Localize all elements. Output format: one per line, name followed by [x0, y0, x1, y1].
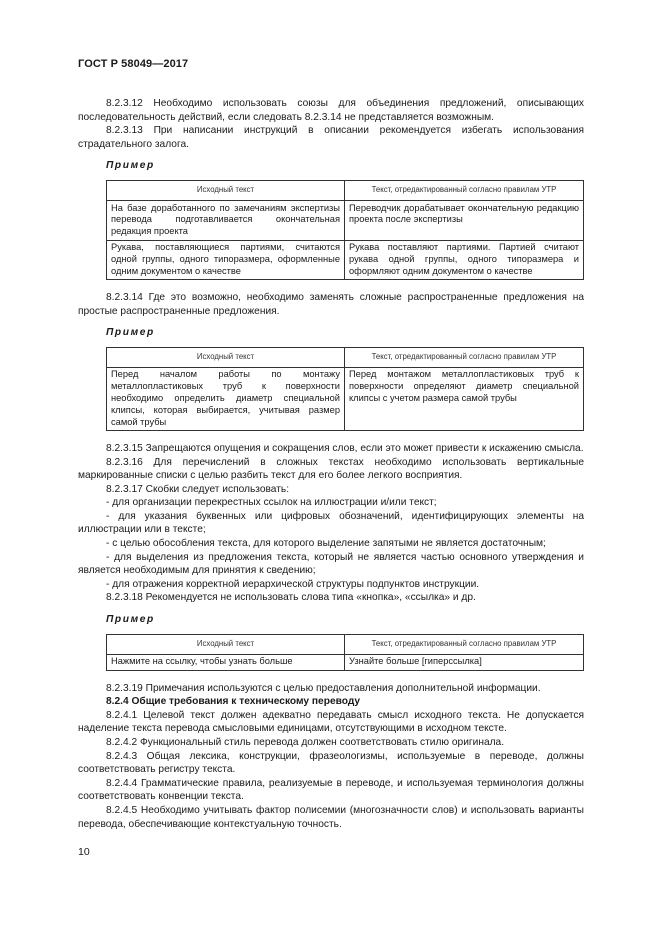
paragraph-8-2-3-16: 8.2.3.16 Для перечислений в сложных текстах необходимо использовать вертикальные маркированные списки с целью разбить текст для его более легкого восприятия. — [78, 456, 584, 482]
table-row — [107, 654, 584, 670]
list-item: - с целью обособления текста, для которого выделение запятыми не является достаточным; — [106, 538, 546, 550]
paragraph-8-2-3-19: 8.2.3.19 Примечания используются с целью предоставления дополнительной информации. — [106, 682, 541, 694]
paragraph-8-2-4-4: 8.2.4.4 Грамматические правила, реализуемые в переводе, и используемая терминология должны соответствовать конвенции текста. — [78, 777, 584, 803]
table-header-row — [107, 635, 584, 655]
paragraph-8-2-3-18: 8.2.3.18 Рекомендуется не использовать слова типа «кнопка», «ссылка» и др. — [106, 592, 476, 604]
example-label: Пример — [106, 327, 155, 339]
edited-cell: Переводчик дорабатывает окончательную редакцию проекта после экспертизы — [345, 201, 584, 240]
col-source-header: Исходный текст — [107, 348, 345, 368]
section-heading-8-2-4: 8.2.4 Общие требования к техническому переводу — [106, 696, 361, 708]
col-edited-header: Текст, отредактированный согласно правилам УТР — [345, 181, 584, 201]
list-item: - для организации перекрестных ссылок на иллюстрации и/или текст; — [106, 497, 437, 509]
source-cell: Нажмите на ссылку, чтобы узнать больше — [107, 654, 345, 670]
example-table-1 — [106, 180, 584, 280]
source-cell: Рукава, поставляющиеся партиями, считаются одной группы, одного типоразмера, оформленные одним документом о качестве — [107, 240, 345, 279]
table-row — [107, 367, 584, 430]
source-cell: Перед началом работы по монтажу металлопластиковых труб к поверхности необходимо определить диаметр специальной клипсы, которая выбирается, учитывая размер самой трубы — [107, 367, 345, 430]
standard-header: ГОСТ Р 58049—2017 — [78, 58, 189, 70]
paragraph-8-2-3-13: 8.2.3.13 При написании инструкций в описании рекомендуется избегать использования страдательного залога. — [78, 125, 584, 150]
table-header-row — [107, 348, 584, 368]
table-header-row — [107, 181, 584, 201]
list-item: - для отражения корректной иерархической структуры подпунктов инструкции. — [106, 578, 480, 590]
example-table-3 — [106, 634, 584, 671]
paragraph-8-2-3-15: 8.2.3.15 Запрещаются опущения и сокращения слов, если это может привести к искажению смысла. — [106, 442, 584, 454]
paragraph-8-2-3-17: 8.2.3.17 Скобки следует использовать: — [106, 483, 290, 495]
paragraph-8-2-4-3: 8.2.4.3 Общая лексика, конструкции, фразеологизмы, используемые в переводе, должны соответствовать регистру текста. — [78, 750, 584, 776]
paragraph-8-2-3-14: 8.2.3.14 Где это возможно, необходимо заменять сложные распространенные предложения на простые распространенные предложения. — [78, 291, 584, 317]
list-item: - для выделения из предложения текста, который не является частью основного утверждения и является необходимым для принятия к сведению; — [78, 551, 584, 577]
edited-cell: Узнайте больше [гиперссылка] — [345, 654, 584, 670]
edited-cell: Перед монтажом металлопластиковых труб к поверхности определяют диаметр специальной клипсы с учетом размера самой трубы — [345, 367, 584, 430]
paragraph-8-2-3-12: 8.2.3.12 Необходимо использовать союзы для объединения предложений, описывающих последовательность действий, если следовать 8.2.3.14 не представляется возможным. — [78, 98, 584, 123]
col-source-header: Исходный текст — [107, 181, 345, 201]
document-page — [78, 58, 584, 831]
paragraph-8-2-4-1: 8.2.4.1 Целевой текст должен адекватно передавать смысл исходного текста. Не допускается наделение текста перевода смысловыми единицами, отсутствующими в исходном тексте. — [78, 709, 584, 735]
table-row — [107, 240, 584, 279]
col-edited-header: Текст, отредактированный согласно правилам УТР — [345, 635, 584, 655]
example-table-2 — [106, 347, 584, 431]
example-label: Пример — [106, 160, 155, 172]
paragraph-8-2-4-5: 8.2.4.5 Необходимо учитывать фактор полисемии (многозначности слов) и использовать варианты перевода, обеспечивающие контекстуальную точность. — [78, 804, 584, 830]
list-item: - для указания буквенных или цифровых обозначений, идентифицирующих элементы на иллюстрации или в тексте; — [78, 510, 584, 536]
edited-cell: Рукава поставляют партиями. Партией считают рукава одной группы, одного типоразмера и оформляют одним документом о качестве — [345, 240, 584, 279]
col-source-header: Исходный текст — [107, 635, 345, 655]
table-row — [107, 201, 584, 240]
example-label: Пример — [106, 614, 155, 626]
source-cell: На базе доработанного по замечаниям экспертизы перевода подготавливается окончательная редакция проекта — [107, 201, 345, 240]
paragraph-8-2-4-2: 8.2.4.2 Функциональный стиль перевода должен соответствовать стилю оригинала. — [106, 737, 505, 749]
col-edited-header: Текст, отредактированный согласно правилам УТР — [345, 348, 584, 368]
page-number: 10 — [78, 846, 90, 858]
